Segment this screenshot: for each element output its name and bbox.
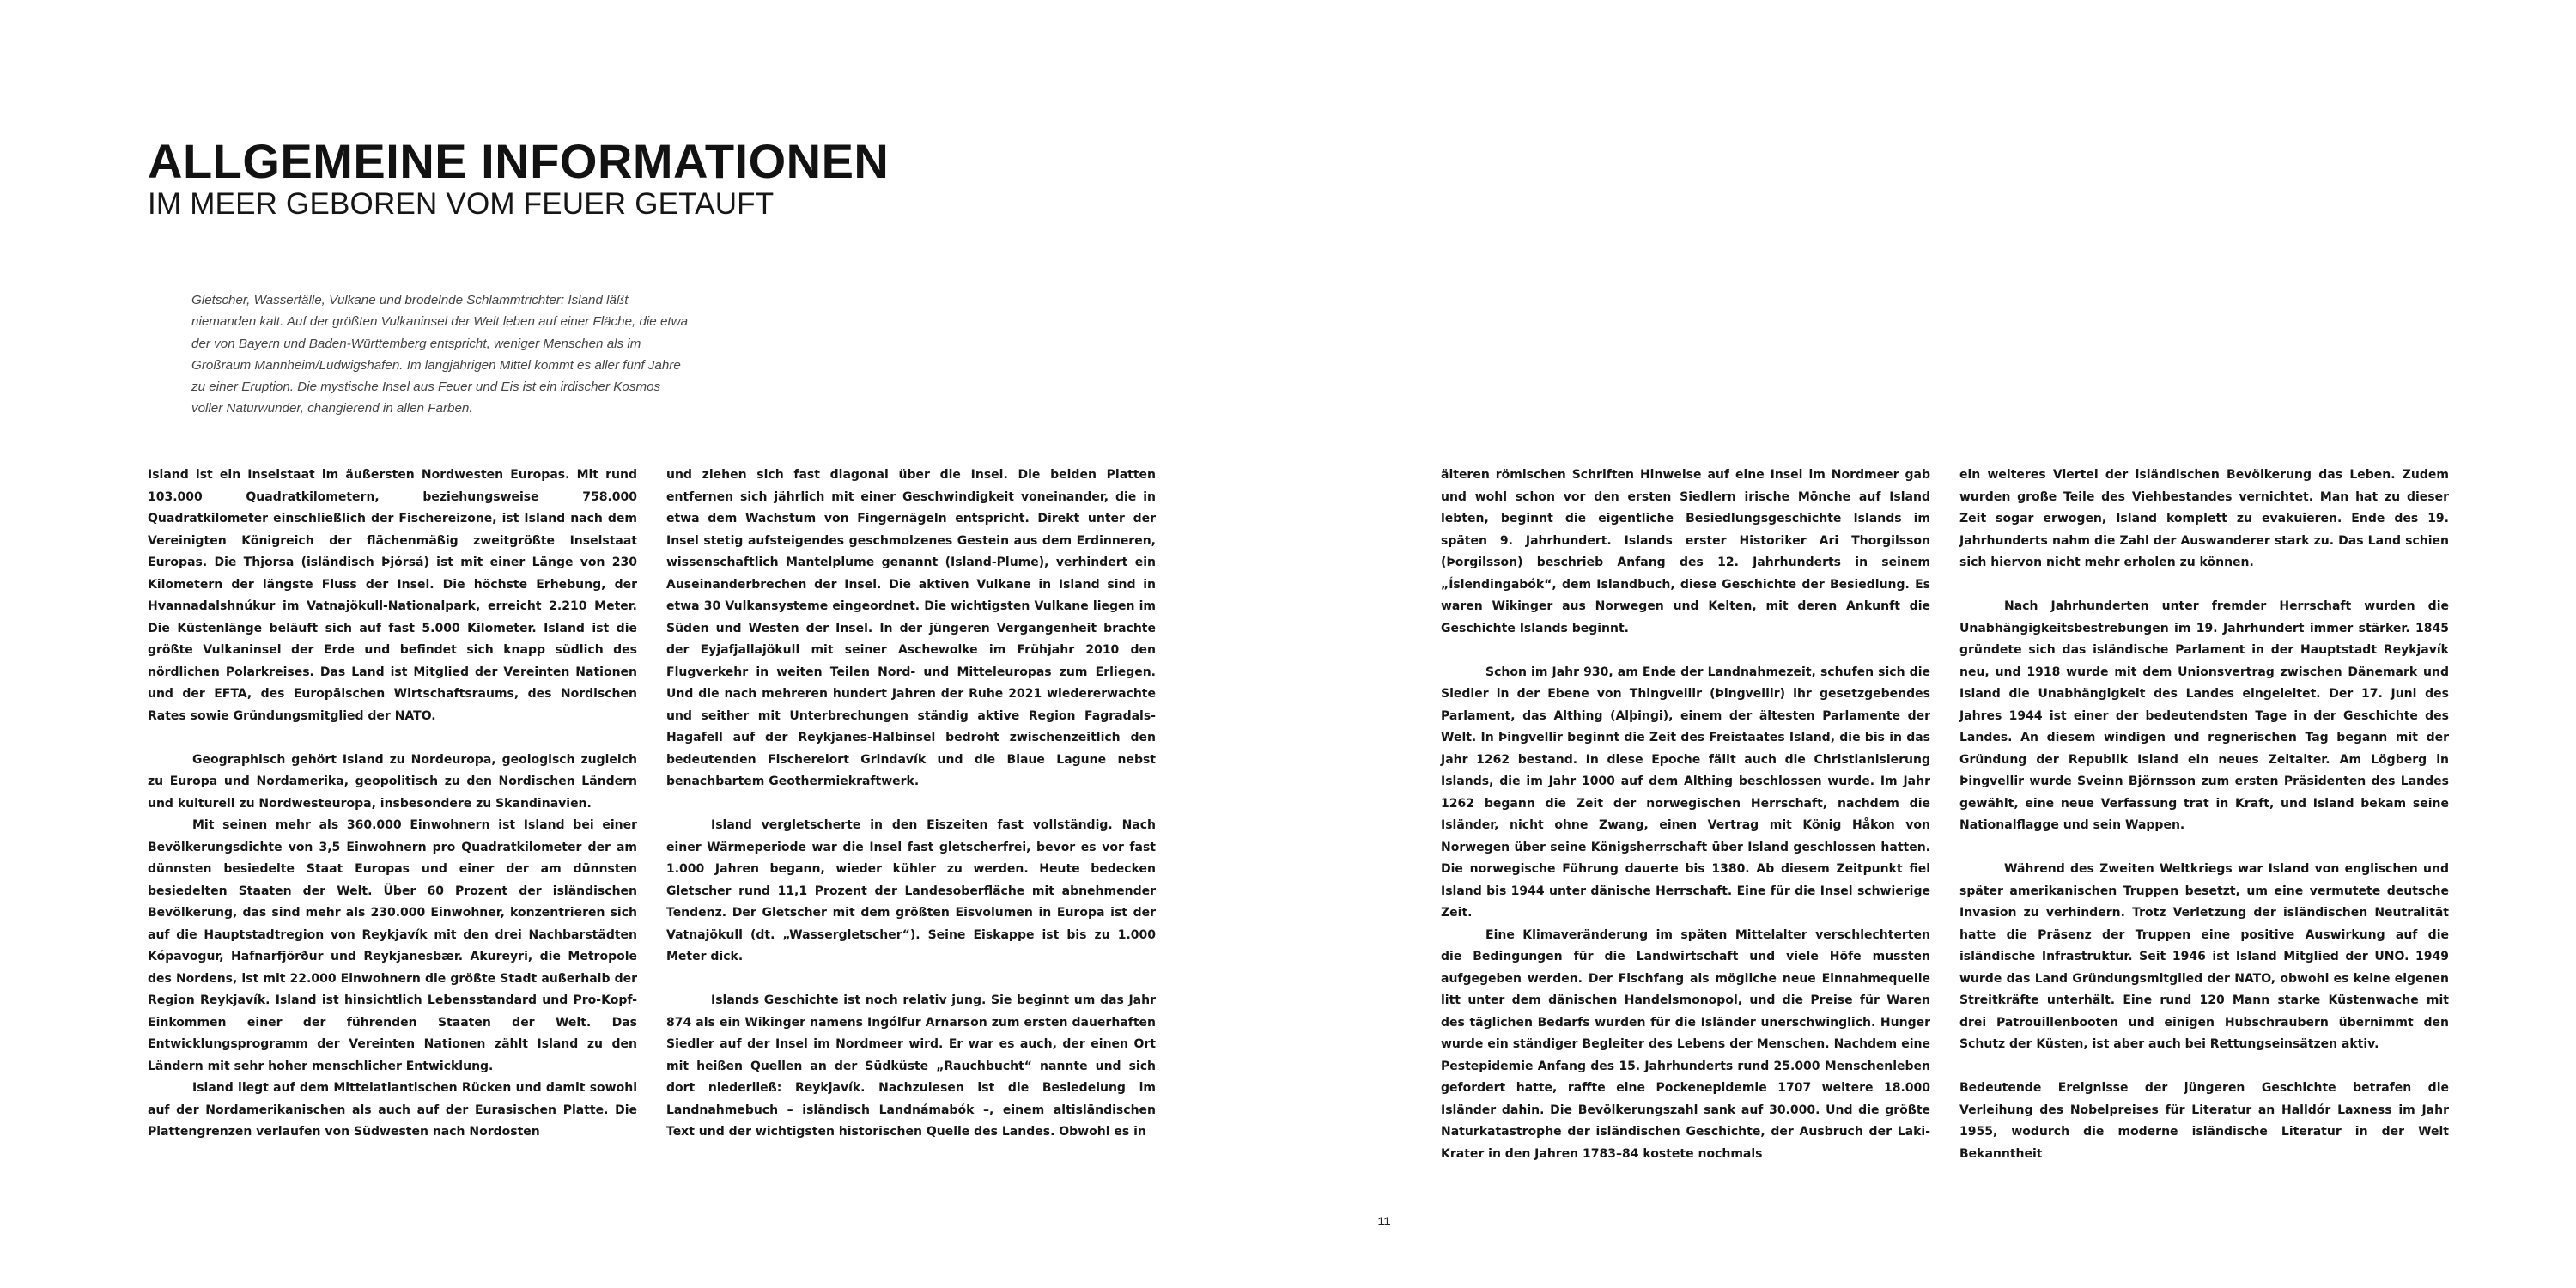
page-number: 11 <box>1377 1214 1391 1228</box>
paragraph: älteren römischen Schriften Hinweise auf eine Insel im Nordmeer gab und wohl schon vor den ersten Siedlern irische Mönche auf Island lebten, beginnt die eigentliche Besiedlungsgeschichte Islands im späten 9. Jahrhundert. Islands erster Historiker Ari Thorgilsson (Þorgilsson) beschrieb Anfang des 12. Jahrhunderts in seinem „Íslendingabók“, dem Islandbuch, diese Geschichte der Besiedlung. Es waren Wikinger aus Norwegen und Kelten, mit deren Ankunft die Geschichte Islands beginnt. <box>1441 468 1930 635</box>
paragraph: Schon im Jahr 930, am Ende der Landnahmezeit, schufen sich die Siedler in der Ebene von Thingvellir (Þingvellir) ihr gesetzgebendes Parlament, das Althing (Alþingi), einem der ältesten Parlamente der Welt. In Þingvellir beginnt die Zeit des Freistaates Island, die bis in das Jahr 1262 bestand. In diese Epoche fällt auch die Christianisierung Islands, die im Jahr 1000 auf dem Althing beschlossen wurde. Im Jahr 1262 begann die Zeit der norwegischen Herrschaft, nachdem die Isländer, nicht ohne Zwang, einen Vertrag mit König Håkon von Norwegen über seine Königsherrschaft über Island geschlossen hatten. Die norwegische Führung dauerte bis 1380. Ab diesem Zeitpunkt fiel Island bis 1944 unter dänische Herrschaft. Eine für die Insel schwierige Zeit. <box>1441 665 1930 920</box>
paragraph: und ziehen sich fast diagonal über die Insel. Die beiden Platten entfernen sich jährlich mit einer Geschwindigkeit voneinander, die in etwa dem Wachstum von Fingernägeln entspricht. Direkt unter der Insel stetig aufsteigendes geschmolzenes Gestein aus dem Erdinneren, wissenschaftlich Mantelplume genannt (Island-Plume), verhindert ein Auseinanderbrechen der Insel. Die aktiven Vulkane in Island sind in etwa 30 Vulkansysteme eingeordnet. Die wichtigsten Vulkane liegen im Süden und Westen der Insel. In der jüngeren Vergangenheit brachte der Eyjafjallajökull mit seiner Aschewolke im Frühjahr 2010 den Flugverkehr in weiten Teilen Nord- und Mitteleuropas zum Erliegen. Und die nach mehreren hundert Jahren der Ruhe 2021 wiedererwachte und seither mit Unterbrechungen ständig aktive Region Fagradals-Hagafell auf der Reykjanes-Halbinsel bedroht zwischenzeitlich den bedeutenden Fischereiort Grindavík und die Blaue Lagune nebst benachbartem Geothermiekraftwerk. <box>666 468 1156 788</box>
paragraph: Island vergletscherte in den Eiszeiten fast vollständig. Nach einer Wärmeperiode war die Insel fast gletscherfrei, bevor es vor fast 1.000 Jahren begann, wieder kühler zu werden. Heute bedecken Gletscher rund 11,1 Prozent der Landesoberfläche mit abnehmender Tendenz. Der Gletscher mit dem größten Eisvolumen in Europa ist der Vatnajökull (dt. „Wassergletscher“). Seine Eiskappe ist bis zu 1.000 Meter dick. <box>666 818 1156 963</box>
paragraph: Island liegt auf dem Mittelatlantischen Rücken und damit sowohl auf der Nordamerikanischen als auch auf der Eurasischen Platte. Die Plattengrenzen verlaufen von Südwesten nach Nordosten <box>148 1081 637 1139</box>
page-title: ALLGEMEINE INFORMATIONEN <box>148 134 890 188</box>
text-column-1 <box>148 465 637 1144</box>
lead-paragraph: Gletscher, Wasserfälle, Vulkane und brodelnde Schlammtrichter: Island läßt niemanden kalt. Auf der größten Vulkaninsel der Welt leben auf einer Fläche, die etwa der von Bayern und Baden-Württemberg entspricht, weniger Menschen als im Großraum Mannheim/Ludwigshafen. Im langjährigen Mittel kommt es aller fünf Jahre zu einer Eruption. Die mystische Insel aus Feuer und Eis ist ein irdischer Kosmos voller Naturwunder, changierend in allen Farben. <box>191 293 689 416</box>
paragraph: ein weiteres Viertel der isländischen Bevölkerung das Leben. Zudem wurden große Teile des Viehbestandes vernichtet. Man hat zu dieser Zeit sogar erwogen, Island komplett zu evakuieren. Ende des 19. Jahrhunderts nahm die Zahl der Auswanderer stark zu. Das Land schien sich hiervon nicht mehr erholen zu können. <box>1959 468 2449 569</box>
paragraph: Eine Klimaveränderung im späten Mittelalter verschlechterten die Bedingungen für die Landwirtschaft und viele Höfe mussten aufgegeben werden. Der Fischfang als mögliche neue Einnahmequelle litt unter dem dänischen Handelsmonopol, und die Preise für Waren des täglichen Bedarfs wurden für die Isländer unerschwinglich. Hunger wurde ein ständiger Begleiter des Lebens der Menschen. Nachdem eine Pestepidemie Anfang des 15. Jahrhunderts rund 25.000 Menschenleben gefordert hatte, raffte eine Pockenepidemie 1707 weitere 18.000 Isländer dahin. Die Bevölkerungszahl sank auf 30.000. Und die größte Naturkatastrophe der isländischen Geschichte, der Ausbruch der Laki-Krater in den Jahren 1783–84 kostete nochmals <box>1441 927 1930 1161</box>
text-column-2 <box>666 465 1156 1144</box>
text-column-3 <box>1441 465 1930 1165</box>
text-column-4 <box>1959 465 2449 1165</box>
right-page <box>1288 0 2576 1288</box>
paragraph: Mit seinen mehr als 360.000 Einwohnern ist Island bei einer Bevölkerungsdichte von 3,5 Einwohnern pro Quadratkilometer der am dünnsten besiedelte Staat Europas und einer der am dünnsten besiedelten Staaten der Welt. Über 60 Prozent der isländischen Bevölkerung, das sind mehr als 230.000 Einwohner, konzentrieren sich auf die Hauptstadtregion von Reykjavík mit den drei Nachbarstädten Kópavogur, Hafnarfjörður und Reykjanesbær. Akureyri, die Metropole des Nordens, ist mit 22.000 Einwohnern die größte Stadt außerhalb der Region Reykjavík. Island ist hinsichtlich Lebensstandard und Pro-Kopf-Einkommen einer der führenden Staaten der Welt. Das Entwicklungsprogramm der Vereinten Nationen zählt Island zu den Ländern mit sehr hoher menschlicher Entwicklung. <box>148 818 637 1073</box>
paragraph: Geographisch gehört Island zu Nordeuropa, geologisch zugleich zu Europa und Nordamerika, geopolitisch zu den Nordischen Ländern und kulturell zu Nordwesteuropa, insbesondere zu Skandinavien. <box>148 752 637 811</box>
paragraph: Bedeutende Ereignisse der jüngeren Geschichte betrafen die Verleihung des Nobelpreises für Literatur an Halldór Laxness im Jahr 1955, wodurch die moderne isländische Literatur in der Welt Bekanntheit <box>1959 1081 2449 1161</box>
paragraph: Nach Jahrhunderten unter fremder Herrschaft wurden die Unabhängigkeitsbestrebungen im 19. Jahrhundert immer stärker. 1845 gründete sich das isländische Parlament in der Hauptstadt Reykjavík neu, und 1918 wurde mit dem Unionsvertrag zwischen Dänemark und Island die Unabhängigkeit des Landes eingeleitet. Der 17. Juni des Jahres 1944 ist einer der bedeutendsten Tage in der Geschichte des Landes. An diesem windigen und regnerischen Tag begann mit der Gründung der Republik Island ein neues Zeitalter. Am Lögberg in Þingvellir wurde Sveinn Björnsson zum ersten Präsidenten des Landes gewählt, eine neue Verfassung trat in Kraft, und Island bekam seine Nationalflagge und sein Wappen. <box>1959 599 2449 832</box>
paragraph: Während des Zweiten Weltkriegs war Island von englischen und später amerikanischen Truppen besetzt, um eine vermutete deutsche Invasion zu verhindern. Trotz Verletzung der isländischen Neutralität hatte die Präsenz der Truppen eine positive Auswirkung auf die isländische Infrastruktur. Seit 1946 ist Island Mitglied der UNO. 1949 wurde das Land Gründungsmitglied der NATO, obwohl es keine eigenen Streitkräfte unterhält. Eine rund 120 Mann starke Küstenwache mit drei Patrouillenbooten und einigen Hubschraubern übernimmt den Schutz der Küsten, ist aber auch bei Rettungseinsätzen aktiv. <box>1959 862 2449 1051</box>
paragraph: Islands Geschichte ist noch relativ jung. Sie beginnt um das Jahr 874 als ein Wikinger namens Ingólfur Arnarson zum ersten dauerhaften Siedler auf der Insel im Nordmeer wird. Er war es auch, der einen Ort mit heißen Quellen an der Südküste „Rauchbucht“ nannte und sich dort niederließ: Reykjavík. Nachzulesen ist die Besiedelung im Landnahmebuch – isländisch Landnámabók –, einem altisländischen Text und der wichtigsten historischen Quelle des Landes. Obwohl es in <box>666 993 1156 1139</box>
page-subtitle: IM MEER GEBOREN VOM FEUER GETAUFT <box>148 187 775 221</box>
paragraph: Island ist ein Inselstaat im äußersten Nordwesten Europas. Mit rund 103.000 Quadratkilometern, beziehungsweise 758.000 Quadratkilometer einschließlich der Fischereizone, ist Island nach dem Vereinigten Königreich der flächenmäßig zweitgrößte Inselstaat Europas. Die Thjorsa (isländisch Þjórsá) ist mit einer Länge von 230 Kilometern der längste Fluss der Insel. Die höchste Erhebung, der Hvannadalshnúkur im Vatnajökull-Nationalpark, erreicht 2.210 Meter. Die Küstenlänge beläuft sich auf fast 5.000 Kilometer. Island ist die größte Vulkaninsel der Erde und befindet sich knapp südlich des nördlichen Polarkreises. Das Land ist Mitglied der Vereinten Nationen und der EFTA, des Europäischen Wirtschaftsraums, des Nordischen Rates sowie Gründungsmitglied der NATO. <box>148 468 637 723</box>
